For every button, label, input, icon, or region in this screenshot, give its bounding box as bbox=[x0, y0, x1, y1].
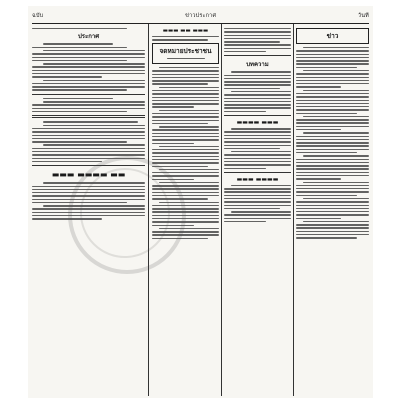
column-3 bbox=[224, 26, 291, 394]
text-block bbox=[155, 58, 216, 59]
column-4 bbox=[296, 26, 369, 394]
column-1-subheading: ▬▬▬ ▬▬▬▬ ▬▬ bbox=[51, 169, 126, 180]
column-2-top-heading: ▬▬▬ ▬▬ ▬▬▬ bbox=[162, 28, 209, 34]
divider bbox=[224, 115, 291, 116]
text-block bbox=[32, 28, 145, 29]
letters-box bbox=[152, 43, 219, 64]
text-block bbox=[224, 71, 291, 112]
divider bbox=[32, 94, 145, 95]
text-block bbox=[32, 98, 145, 113]
column-2-heading: จดหมายประชาชน bbox=[159, 46, 212, 55]
divider bbox=[32, 165, 145, 166]
text-block bbox=[32, 43, 145, 48]
column-rule bbox=[293, 24, 294, 396]
text-block bbox=[152, 36, 219, 41]
text-block bbox=[224, 128, 291, 169]
column-3-subheading: ▬▬▬▬ ▬▬▬ bbox=[236, 119, 279, 127]
column-3-heading: บทความ bbox=[246, 61, 269, 69]
column-3-subheading: ▬▬▬ ▬▬▬▬ bbox=[236, 175, 279, 183]
column-1-heading: ประกาศ bbox=[77, 33, 100, 41]
text-block bbox=[32, 50, 145, 91]
masthead bbox=[32, 9, 369, 24]
news-box bbox=[296, 28, 369, 44]
masthead-left: ฉบับ bbox=[32, 13, 44, 19]
text-block bbox=[224, 185, 291, 222]
text-block bbox=[32, 121, 145, 122]
column-rule bbox=[221, 24, 222, 396]
divider bbox=[224, 172, 291, 173]
divider bbox=[32, 115, 145, 118]
text-block bbox=[32, 125, 145, 162]
column-4-heading: ข่าว bbox=[326, 32, 339, 40]
newspaper-page bbox=[28, 6, 373, 398]
divider bbox=[224, 55, 291, 56]
masthead-center: ข่าวประกาศ bbox=[185, 13, 217, 19]
text-block bbox=[296, 47, 369, 239]
masthead-right: วันที่ bbox=[357, 13, 369, 19]
text-block bbox=[224, 28, 291, 52]
faded-seal-inner bbox=[80, 168, 170, 258]
